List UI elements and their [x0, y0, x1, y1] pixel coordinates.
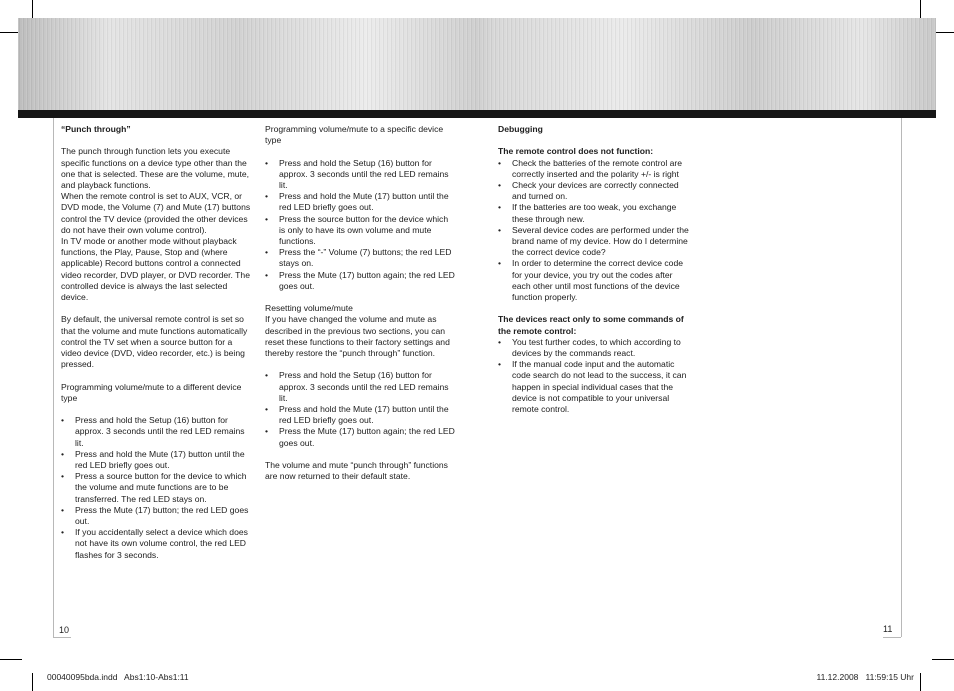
page-frame-bottom-left	[53, 637, 71, 638]
list-item: • Press and hold the Mute (17) button until the red LED briefly goes out.	[265, 404, 455, 426]
crop-mark	[32, 0, 33, 18]
page-frame-left	[53, 118, 54, 637]
list-item: • If the batteries are too weak, you exchange these through new.	[498, 202, 691, 224]
closing-paragraph: The volume and mute “punch through” functions are now returned to their default state.	[265, 460, 448, 482]
list-item: • Check your devices are correctly connected and turned on.	[498, 180, 691, 202]
reset-steps-list	[265, 370, 455, 448]
crop-mark	[0, 659, 22, 660]
list-item: • In order to determine the correct device code for your device, you try out the codes after each other until most functions of the device function properly.	[498, 258, 691, 303]
default-paragraph: By default, the universal remote control is set so that the volume and mute functions automatically control the TV set when a source button for a video device (DVD, video recorder, etc.) is being pressed.	[61, 314, 248, 370]
intro-paragraph: The punch through function lets you execute specific functions on a device type other than the one that is selected. These are the volume, mute, and playback functions.	[61, 146, 250, 190]
list-item: • If the manual code input and the automatic code search do not lead to the success, it can happen in special individual cases that the device is not compatible to your universal remote control.	[498, 359, 691, 415]
crop-mark	[932, 659, 954, 660]
page-frame-right	[901, 118, 902, 637]
list-item: • Press the “-” Volume (7) buttons; the red LED stays on.	[265, 247, 455, 269]
steps-list	[61, 415, 253, 561]
list-item: • You test further codes, to which according to devices by the commands react.	[498, 337, 691, 359]
section-title: Programming volume/mute to a specific device type	[265, 124, 444, 146]
page-frame-bottom-right	[883, 637, 901, 638]
list-item: • Press and hold the Mute (17) button until the red LED briefly goes out.	[61, 449, 253, 471]
list-item: • Press and hold the Mute (17) button until the red LED briefly goes out.	[265, 191, 455, 213]
reset-paragraph: If you have changed the volume and mute as described in the previous two sections, you can reset these functions to their factory settings and thereby restore the “punch through” function.	[265, 314, 450, 359]
punch-through-heading: “Punch through”	[61, 124, 131, 134]
problem-list	[498, 158, 691, 304]
list-item: • Press and hold the Setup (16) button for approx. 3 seconds until the red LED remains lit.	[265, 158, 455, 192]
list-item: • Press and hold the Setup (16) button for approx. 3 seconds until the red LED remains lit.	[265, 370, 455, 404]
steps-list	[265, 158, 455, 292]
header-banner	[18, 18, 936, 110]
list-item: • Press the Mute (17) button again; the red LED goes out.	[265, 270, 455, 292]
timestamp: 11.12.2008 11:59:15 Uhr	[816, 672, 914, 682]
intro-paragraph: In TV mode or another mode without playback functions, the Play, Pause, Stop and (where applicable) Record buttons control a connected video recorder, DVD player, or DVD recorder. The controlled device is always the last selected device.	[61, 236, 250, 303]
file-info: 00040095bda.indd Abs1:10-Abs1:11	[47, 672, 189, 682]
list-item: • Several device codes are performed under the brand name of my device. How do I determine the correct device code?	[498, 225, 691, 259]
list-item: • Press and hold the Setup (16) button for approx. 3 seconds until the red LED remains lit.	[61, 415, 253, 449]
list-item: • If you accidentally select a device which does not have its own volume control, the red LED flashes for 3 seconds.	[61, 527, 253, 561]
crop-mark	[32, 673, 33, 691]
crop-mark	[920, 673, 921, 691]
page-number-right: 11	[883, 624, 893, 634]
reset-title: Resetting volume/mute	[265, 303, 353, 314]
left-column	[61, 124, 253, 561]
list-item: • Press the Mute (17) button again; the red LED goes out.	[265, 426, 455, 448]
section-title: Programming volume/mute to a different device type	[61, 381, 242, 403]
page-number-left: 10	[59, 625, 70, 635]
list-item: • Press the source button for the device which is only to have its own volume and mute functions.	[265, 214, 455, 248]
problem-list	[498, 337, 691, 415]
problem-title: The devices react only to some commands of the remote control:	[498, 314, 684, 336]
intro-paragraph: When the remote control is set to AUX, VCR, or DVD mode, the Volume (7) and Mute (17) buttons control the TV device (provided the other devices do not have their own volume control).	[61, 191, 251, 235]
header-rule	[18, 110, 936, 118]
problem-title: The remote control does not function:	[498, 146, 654, 157]
right-column	[498, 124, 691, 415]
debugging-heading: Debugging	[498, 124, 543, 134]
list-item: • Check the batteries of the remote control are correctly inserted and the polarity +/- is right	[498, 158, 691, 180]
list-item: • Press the Mute (17) button; the red LED goes out.	[61, 505, 253, 527]
middle-column	[265, 124, 455, 482]
list-item: • Press a source button for the device to which the volume and mute functions are to be transferred. The red LED stays on.	[61, 471, 253, 505]
crop-mark	[920, 0, 921, 18]
